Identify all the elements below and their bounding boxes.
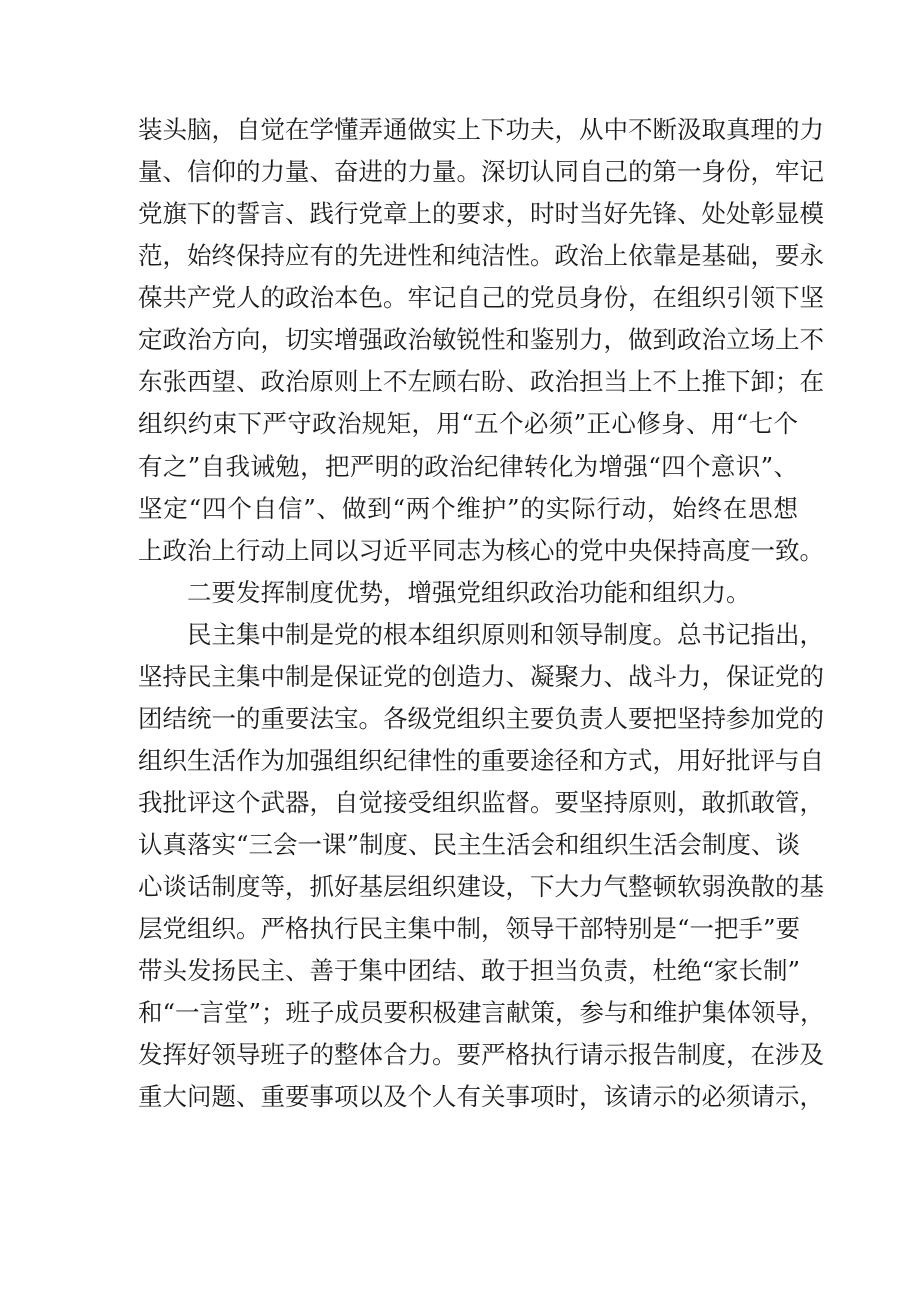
text-line: 组织约束下严守政治规矩，用“五个必须”正心修身、用“七个 (138, 409, 798, 438)
text-line: 东张西望、政治原则上不左顾右盼、政治担当上不上推下卸；在 (138, 367, 824, 396)
text-line: 层党组织。严格执行民主集中制，领导干部特别是“一把手”要 (138, 914, 801, 943)
text-line: 有之”自我诫勉，把严明的政治纪律转化为增强“四个意识”、 (138, 452, 798, 481)
text-line: 心谈话制度等，抓好基层组织建设，下大力气整顿软弱涣散的基 (138, 872, 824, 901)
text-line: 范，始终保持应有的先进性和纯洁性。政治上依靠是基础，要永 (138, 241, 824, 270)
text-line: 团结统一的重要法宝。各级党组织主要负责人要把坚持参加党的 (138, 704, 824, 733)
text-line: 重大问题、重要事项以及个人有关事项时，该请示的必须请示， (138, 1082, 824, 1111)
text-line: 坚持民主集中制是保证党的创造力、凝聚力、战斗力，保证党的 (138, 662, 824, 691)
paragraph-first-line: 民主集中制是党的根本组织原则和领导制度。总书记指出， (187, 620, 824, 649)
text-line: 认真落实“三会一课”制度、民主生活会和组织生活会制度、谈 (138, 830, 801, 859)
text-line: 量、信仰的力量、奋进的力量。深切认同自己的第一身份，牢记 (138, 157, 824, 186)
text-line: 坚定“四个自信”、做到“两个维护”的实际行动，始终在思想 (138, 494, 798, 523)
text-line: 定政治方向，切实增强政治敏锐性和鉴别力，做到政治立场上不 (138, 325, 824, 354)
text-line: 上政治上行动上同以习近平同志为核心的党中央保持高度一致。 (138, 536, 824, 565)
text-line: 装头脑，自觉在学懂弄通做实上下功夫，从中不断汲取真理的力 (138, 115, 824, 144)
text-line: 葆共产党人的政治本色。牢记自己的党员身份，在组织引领下坚 (138, 283, 824, 312)
text-line: 党旗下的誓言、践行党章上的要求，时时当好先锋、处处彰显模 (138, 199, 824, 228)
text-line: 和“一言堂”；班子成员要积极建言献策，参与和维护集体领导， (138, 998, 825, 1027)
text-line: 组织生活作为加强组织纪律性的重要途径和方式，用好批评与自 (138, 746, 824, 775)
text-line: 我批评这个武器，自觉接受组织监督。要坚持原则，敢抓敢管， (138, 788, 824, 817)
section-heading: 二要发挥制度优势，增强党组织政治功能和组织力。 (187, 578, 751, 607)
text-line: 发挥好领导班子的整体合力。要严格执行请示报告制度，在涉及 (138, 1040, 824, 1069)
text-line: 带头发扬民主、善于集中团结、敢于担当负责，杜绝“家长制” (138, 956, 801, 985)
